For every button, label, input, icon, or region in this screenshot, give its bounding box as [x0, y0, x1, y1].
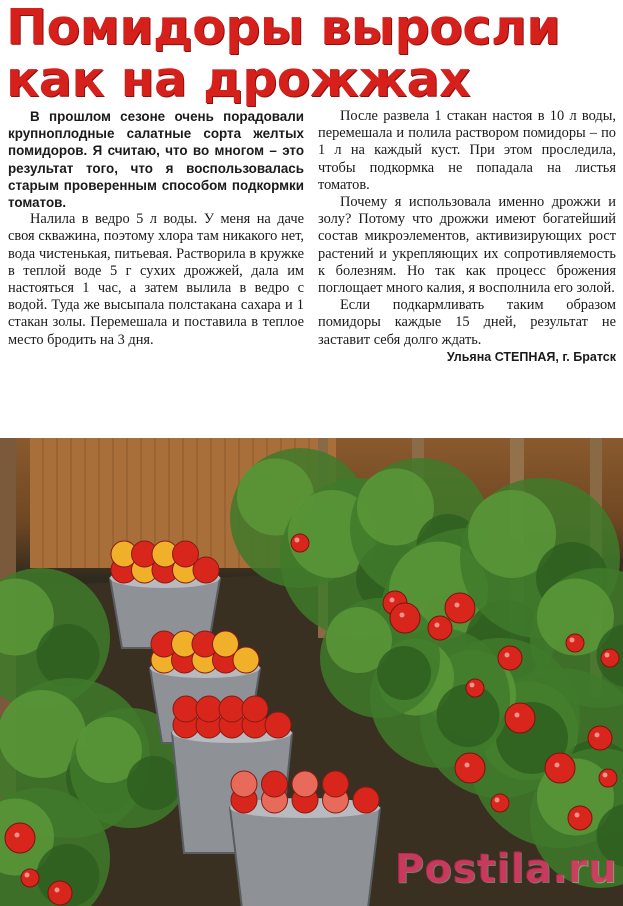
- garden-illustration: [0, 438, 623, 906]
- article-column-right: [318, 108, 616, 366]
- article-paragraph-4: Если подкармливать таким образом помидоры каждые 15 дней, результат не заставит себя долго ждать.: [318, 297, 616, 348]
- article-signature: Ульяна СТЕПНАЯ, г. Братск: [446, 349, 616, 364]
- article-paragraph-1: Налила в ведро 5 л воды. У меня на даче своя скважина, поэтому хлора там никакого нет, вода чистенькая, питьевая. Растворила в кружке в теплой воде 5 г сухих дрожжей, дала им настояться 1 час, а затем вылила в ведро с водой. Туда же высыпала полстакана сахара и 1 стакан золы. Перемешала и поставила в теплое место бродить на 3 дня.: [8, 211, 304, 348]
- article-column-left: [8, 108, 304, 349]
- headline-line-1: Помидоры выросли: [6, 0, 561, 56]
- headline: [6, 2, 618, 106]
- article-paragraph-3: Почему я использовала именно дрожжи и золу? Потому что дрожжи имеют богатейший состав микроэлементов, активизирующих рост растений и укрепляющих их сопротивляемость к болезням. Но так как процесс брожения поглощает много калия, я восполнила его золой.: [318, 194, 616, 297]
- article-lead: В прошлом сезоне очень порадовали крупноплодные салатные сорта желтых помидоров. Я считаю, что во многом – это результат того, что я воспользовалась старым проверенным способом подкормки томатов.: [8, 109, 304, 211]
- watermark-logo: Postila.ru: [394, 846, 617, 892]
- article-paragraph-2: После развела 1 стакан настоя в 10 л воды, перемешала и полила раствором помидоры – по 1 л на каждый куст. При этом проследила, чтобы подкормка не попадала на листья томатов.: [318, 108, 616, 193]
- garden-photo: [0, 438, 623, 906]
- headline-line-2: как на дрожжах: [6, 51, 471, 108]
